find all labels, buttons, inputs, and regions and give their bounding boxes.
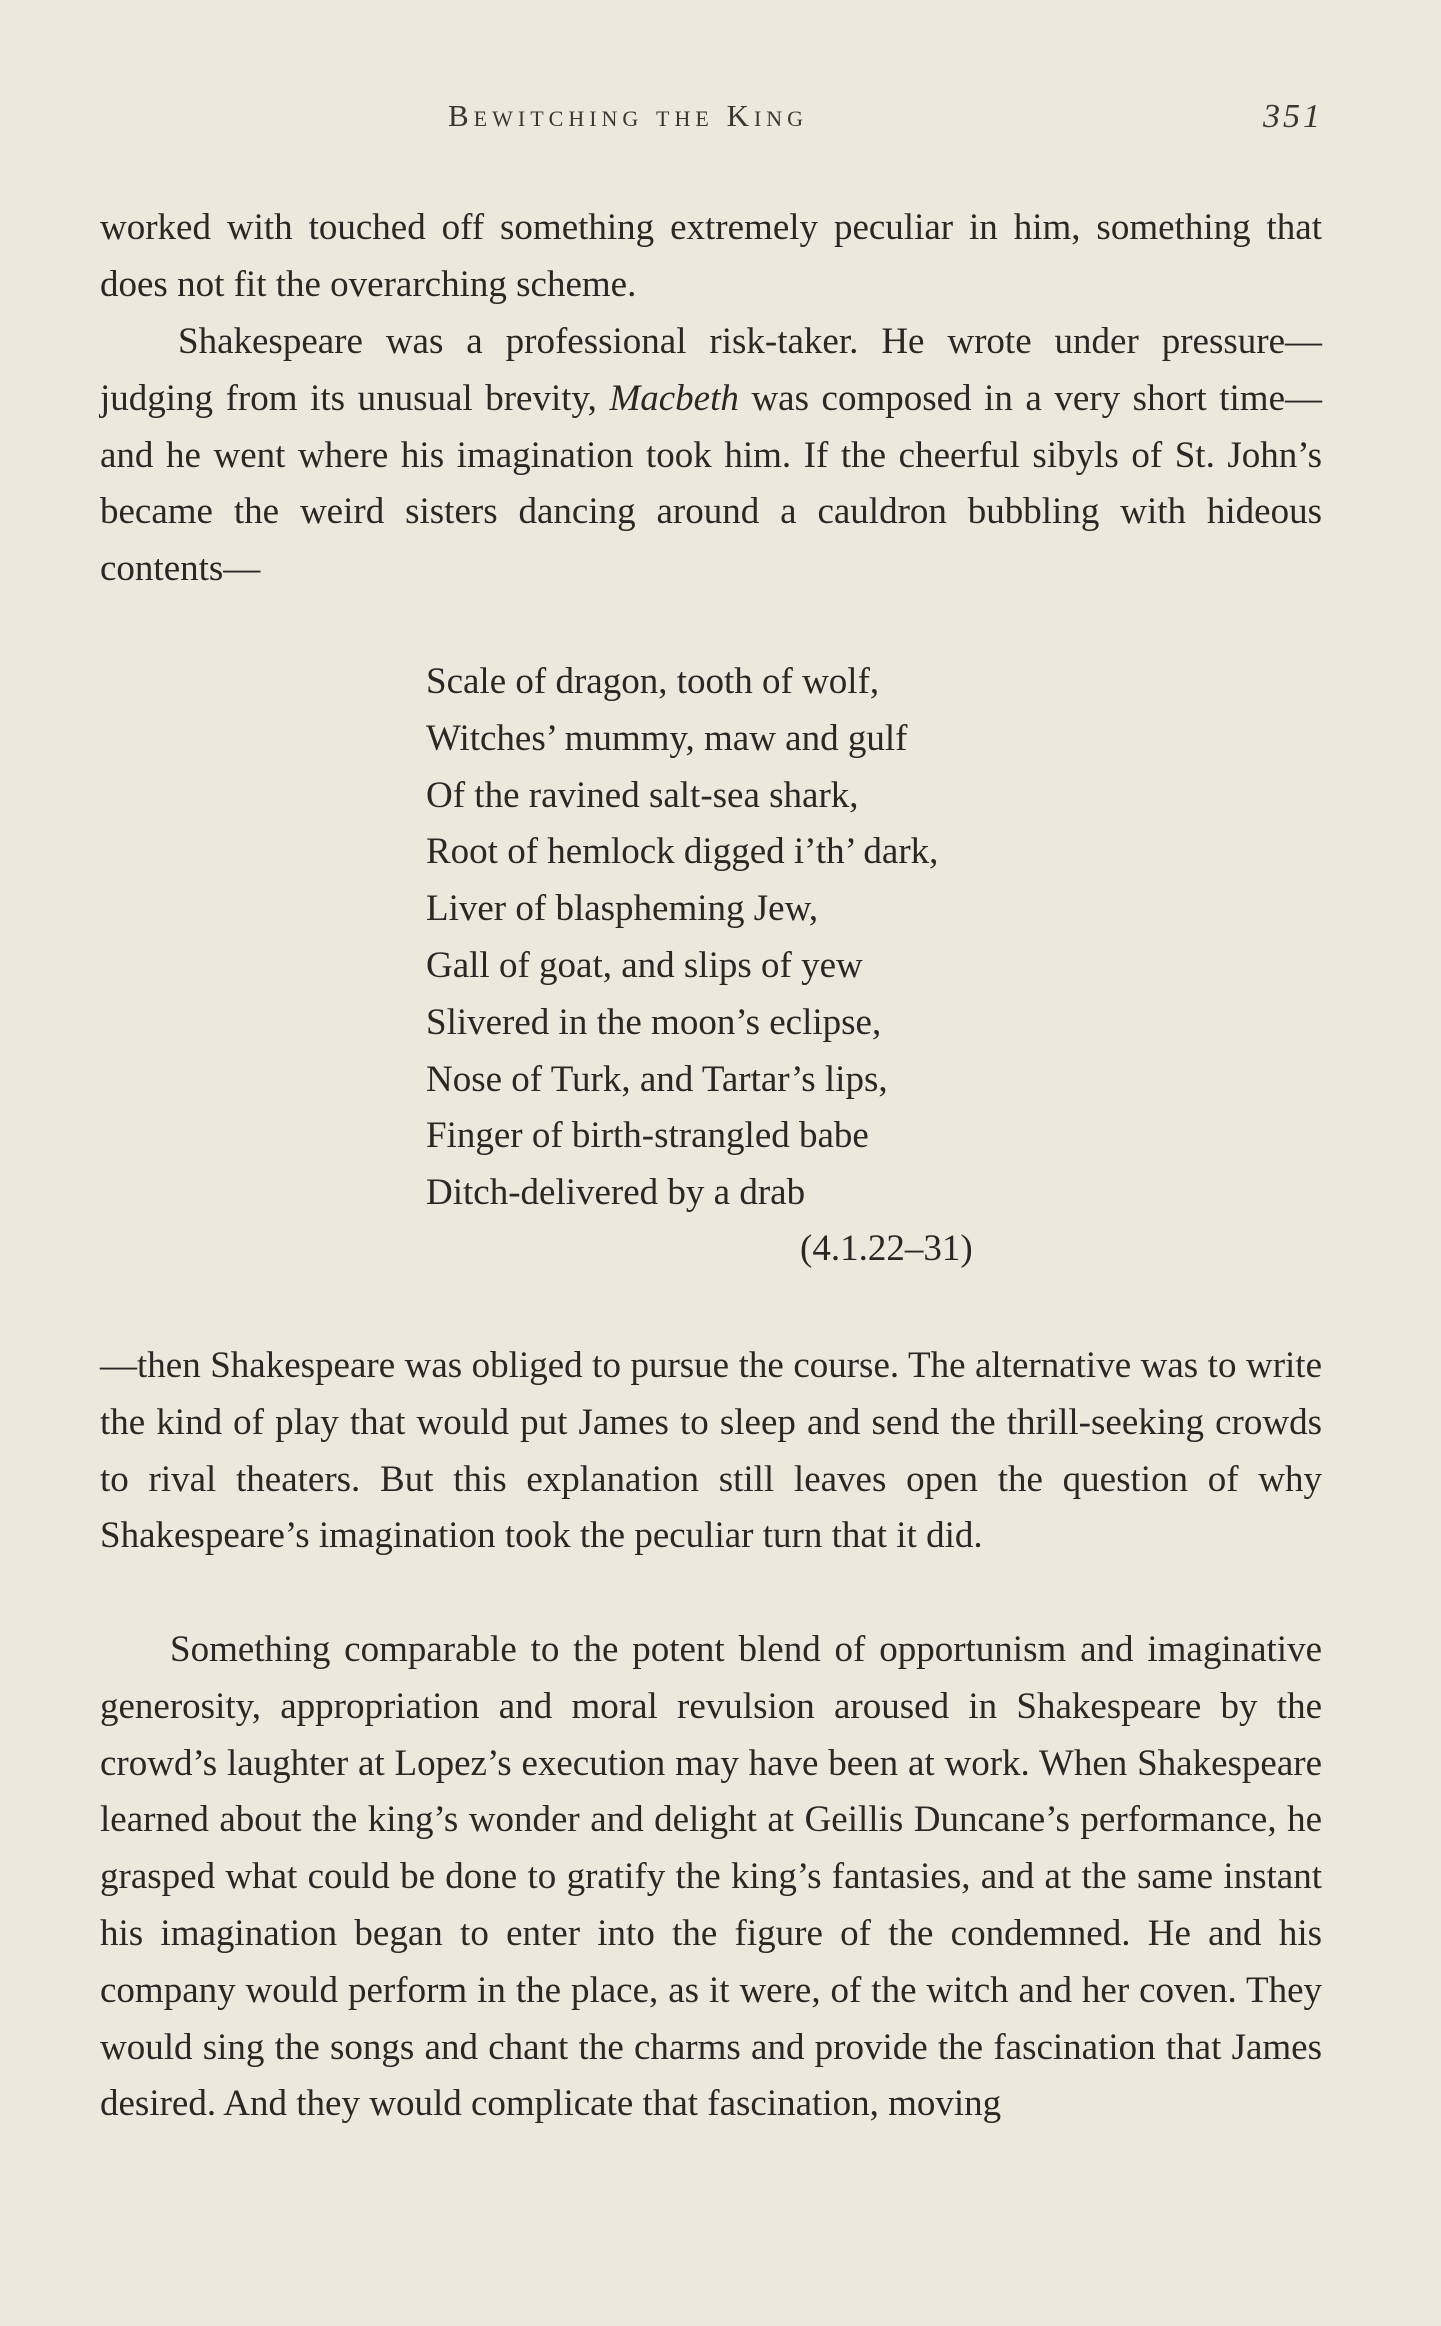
page-header — [0, 98, 1441, 148]
paragraph-1 — [100, 200, 1322, 314]
paragraph-2-before-title: Shakespeare was a professional risk-taker. He wrote under pressure—judging from its unusual brevity, — [100, 321, 1322, 419]
paragraph-4 — [100, 1622, 1322, 2133]
paragraph-4-text: Something comparable to the potent blend of opportunism and imaginative generosity, appropriation and moral revulsion aroused in Shakespeare by the crowd’s laughter at Lopez’s execution may have been at work. When Shakespeare learned about the king’s wonder and delight at Geillis Duncane’s performance, he grasped what could be done to gratify the king’s fantasies, and at the same instant his imagination began to enter into the figure of the condemned. He and his company would perform in the place, as it were, of the witch and her coven. They would sing the songs and chant the charms and provide the fascination that James desired. And they would complicate that fascination, moving — [100, 1629, 1322, 2125]
paragraph-2-after-title: was composed in a very short time—and he went where his imagination took him. If the cheerful sibyls of St. John’s became the weird sisters dancing around a cauldron bubbling with hideous contents— — [100, 377, 1322, 590]
paragraph-3-text: —then Shakespeare was obliged to pursue the course. The alternative was to write the kind of play that would put James to sleep and send the thrill-seeking crowds to rival theaters. But this explanation still leaves open the question of why Shakespeare’s imagination took the peculiar turn that it did. — [100, 1345, 1322, 1557]
paragraph-2 — [100, 314, 1322, 598]
paragraph-1-text: worked with touched off something extremely peculiar in him, something that does not fit the overarching scheme. — [100, 207, 1322, 305]
verse-line: Root of hemlock digged i’th’ dark, — [426, 831, 939, 873]
page-number: 351 — [1263, 98, 1323, 135]
verse-line: Gall of goat, and slips of yew — [426, 944, 863, 986]
play-title: Macbeth — [609, 377, 739, 419]
running-head: Bewitching the King — [448, 98, 809, 133]
verse-line: Slivered in the moon’s eclipse, — [426, 1001, 882, 1043]
verse-quotation — [426, 654, 938, 1222]
verse-line: Scale of dragon, tooth of wolf, — [426, 661, 880, 702]
verse-line: Liver of blaspheming Jew, — [426, 888, 819, 930]
paragraph-2-text — [100, 314, 1322, 598]
verse-line: Finger of birth-strangled babe — [426, 1115, 869, 1157]
verse-line: Ditch-delivered by a drab — [426, 1172, 806, 1214]
verse-line: Of the ravined salt-sea shark, — [426, 774, 859, 816]
paragraph-3 — [100, 1338, 1322, 1565]
verse-line: Witches’ mummy, maw and gulf — [426, 717, 908, 759]
verse-line: Nose of Turk, and Tartar’s lips, — [426, 1058, 888, 1100]
verse-citation: (4.1.22–31) — [800, 1228, 973, 1269]
